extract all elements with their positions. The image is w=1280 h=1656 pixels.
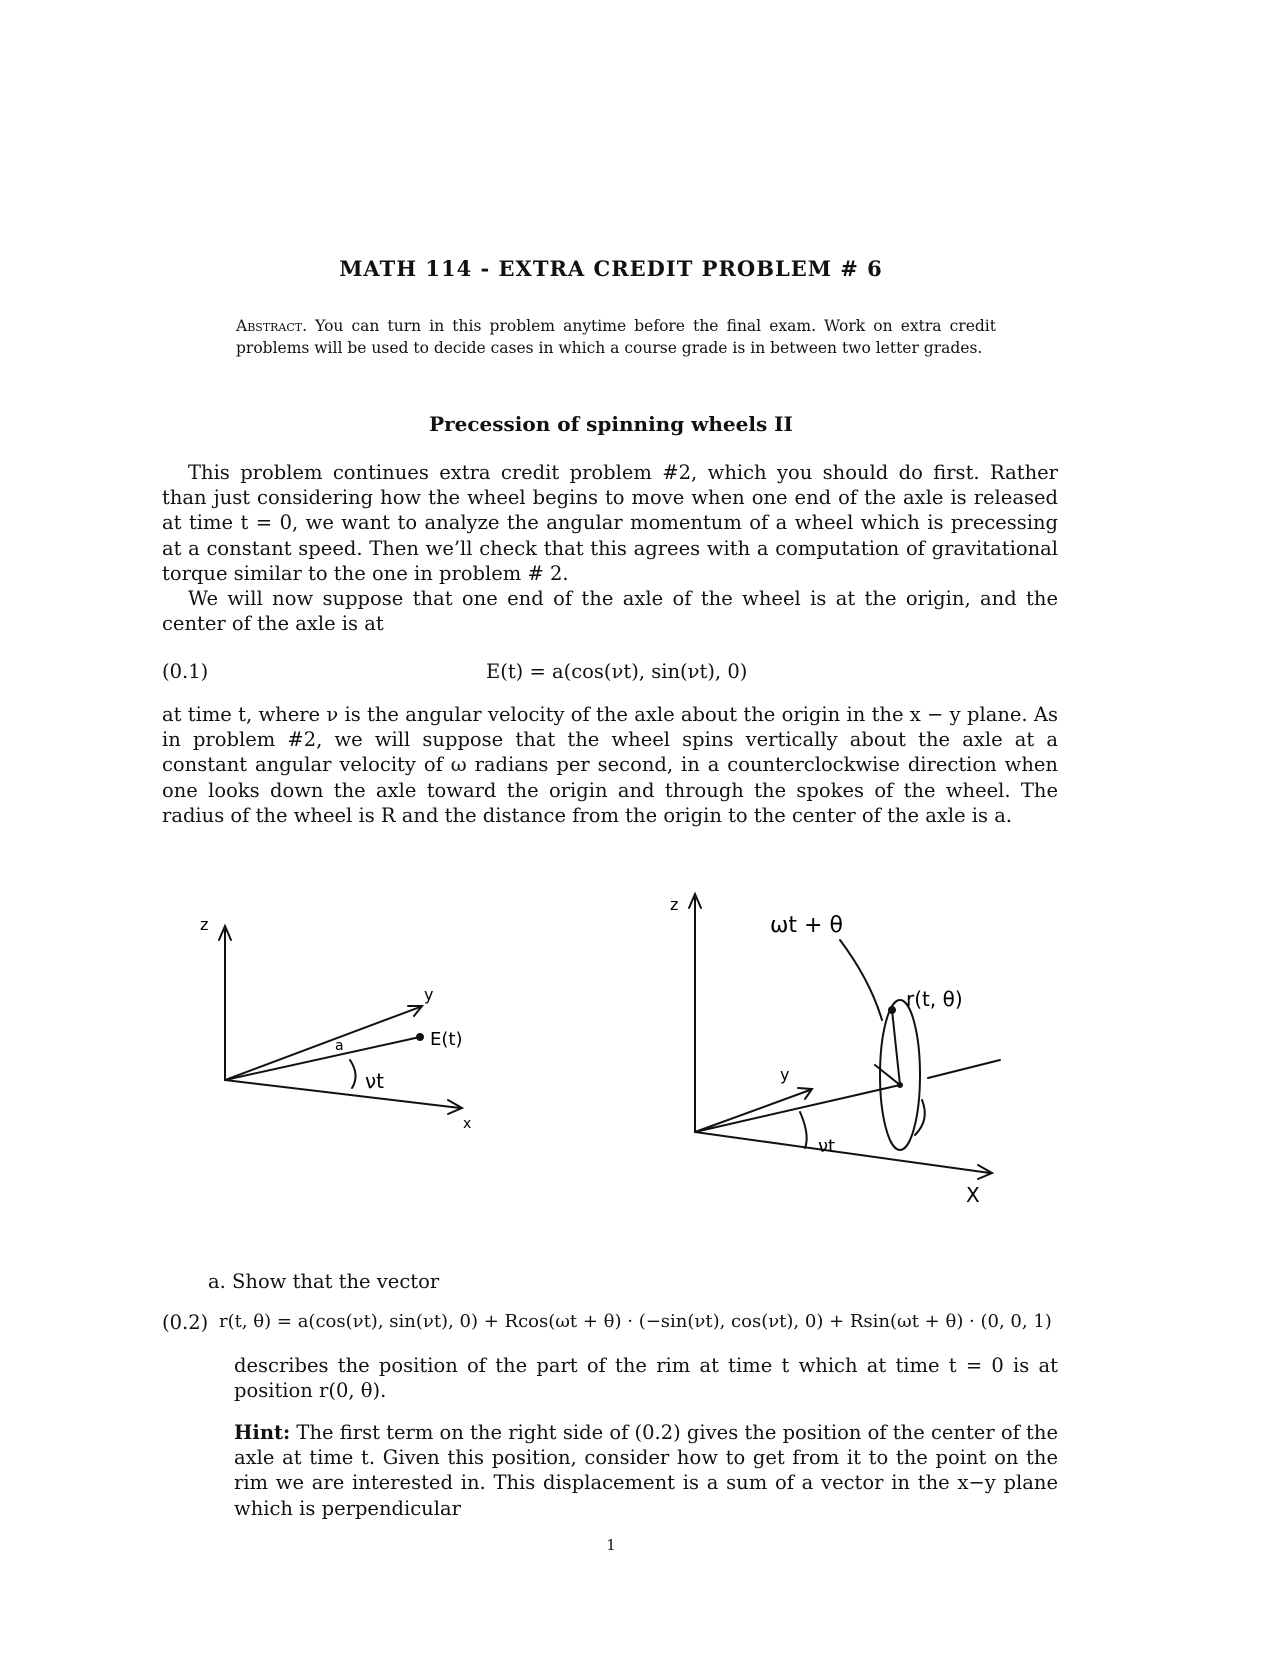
abstract-label: Abstract. [236,317,308,335]
equation-1-number: (0.1) [162,660,209,683]
paragraph-3-block [162,702,1058,828]
equation-2: r(t, θ) = a(cos(νt), sin(νt), 0) + Rcos(ωt + θ) · (−sin(νt), cos(νt), 0) + Rsin(ωt + θ) · (0, 0, 1) [219,1311,1052,1332]
right-y-axis [695,1090,810,1132]
left-angle-arc [350,1060,356,1088]
left-y-label: y [424,985,434,1004]
right-spoke [875,1065,900,1085]
paragraph-1: This problem continues extra credit problem #2, which you should do first. Rather than just considering how the wheel begins to move when one end of the axle is released at time t = 0, we want to analyze the angular momentum of a wheel which is precessing at a constant speed. Then we’ll check that this agrees with a computation of gravitational torque similar to the one in problem # 2. [162,461,1058,585]
part-a-description: describes the position of the part of the rim at time t which at time t = 0 is at position r(0, θ). [234,1354,1058,1403]
right-axle-center [897,1082,903,1088]
left-z-label: z [200,915,209,934]
right-point-r [888,1006,896,1014]
equation-1: E(t) = a(cos(νt), sin(νt), 0) [486,660,748,683]
left-a-label: a [335,1038,344,1054]
document-title: MATH 114 - EXTRA CREDIT PROBLEM # 6 [339,256,883,281]
section-title: Precession of spinning wheels II [429,412,793,436]
left-x-axis [225,1080,460,1108]
right-z-label: z [670,895,679,914]
part-a-intro: a. Show that the vector [208,1270,440,1293]
page-number: 1 [606,1536,616,1554]
paragraph-3: at time t, where ν is the angular velocity of the axle about the origin in the x − y plane. As in problem #2, we will suppose that the wheel spins vertically about the axle at a constant angular velocity of ω radians per second, in a counterclockwise direction when one looks down the axle toward the origin and through the spokes of the wheel. The radius of the wheel is R and the distance from the origin to the center of the axle is a. [162,703,1058,827]
right-x-label: X [966,1183,980,1207]
hint-text: The first term on the right side of (0.2) gives the position of the center of the axle at time t. Given this position, consider how to get from it to the point on the rim we are interested in. This displacement is a sum of a vector in the x−y plane which is perpendicular [234,1421,1058,1520]
left-x-label: x [463,1116,472,1130]
abstract-text: You can turn in this problem anytime before the final exam. Work on extra credit problems will be used to decide cases in which a course grade is in between two letter grades. [236,317,996,357]
left-point-e [416,1033,424,1041]
figure-left [180,900,510,1130]
equation-2-number: (0.2) [162,1311,209,1334]
right-y-label: y [780,1065,790,1084]
hint-label: Hint: [234,1421,291,1444]
right-axle-line [695,1085,900,1132]
paragraph-2: We will now suppose that one end of the axle of the wheel is at the origin, and the center of the axle is at [162,587,1058,636]
left-angle-label: νt [365,1069,385,1093]
hint-block [234,1420,1058,1521]
right-axle-extension [928,1060,1000,1078]
left-e-label: E(t) [430,1029,463,1050]
right-angle-arc [800,1112,807,1148]
right-spin-label: ωt + θ [770,913,843,938]
right-angle-label: νt [818,1136,836,1157]
right-spoke-to-point [892,1010,900,1085]
right-spin-pointer [840,940,882,1020]
abstract [236,315,996,359]
figure-right [660,880,1060,1210]
intro-paragraphs [162,460,1058,636]
right-r-label: r(t, θ) [906,987,963,1011]
right-x-axis [695,1132,990,1173]
